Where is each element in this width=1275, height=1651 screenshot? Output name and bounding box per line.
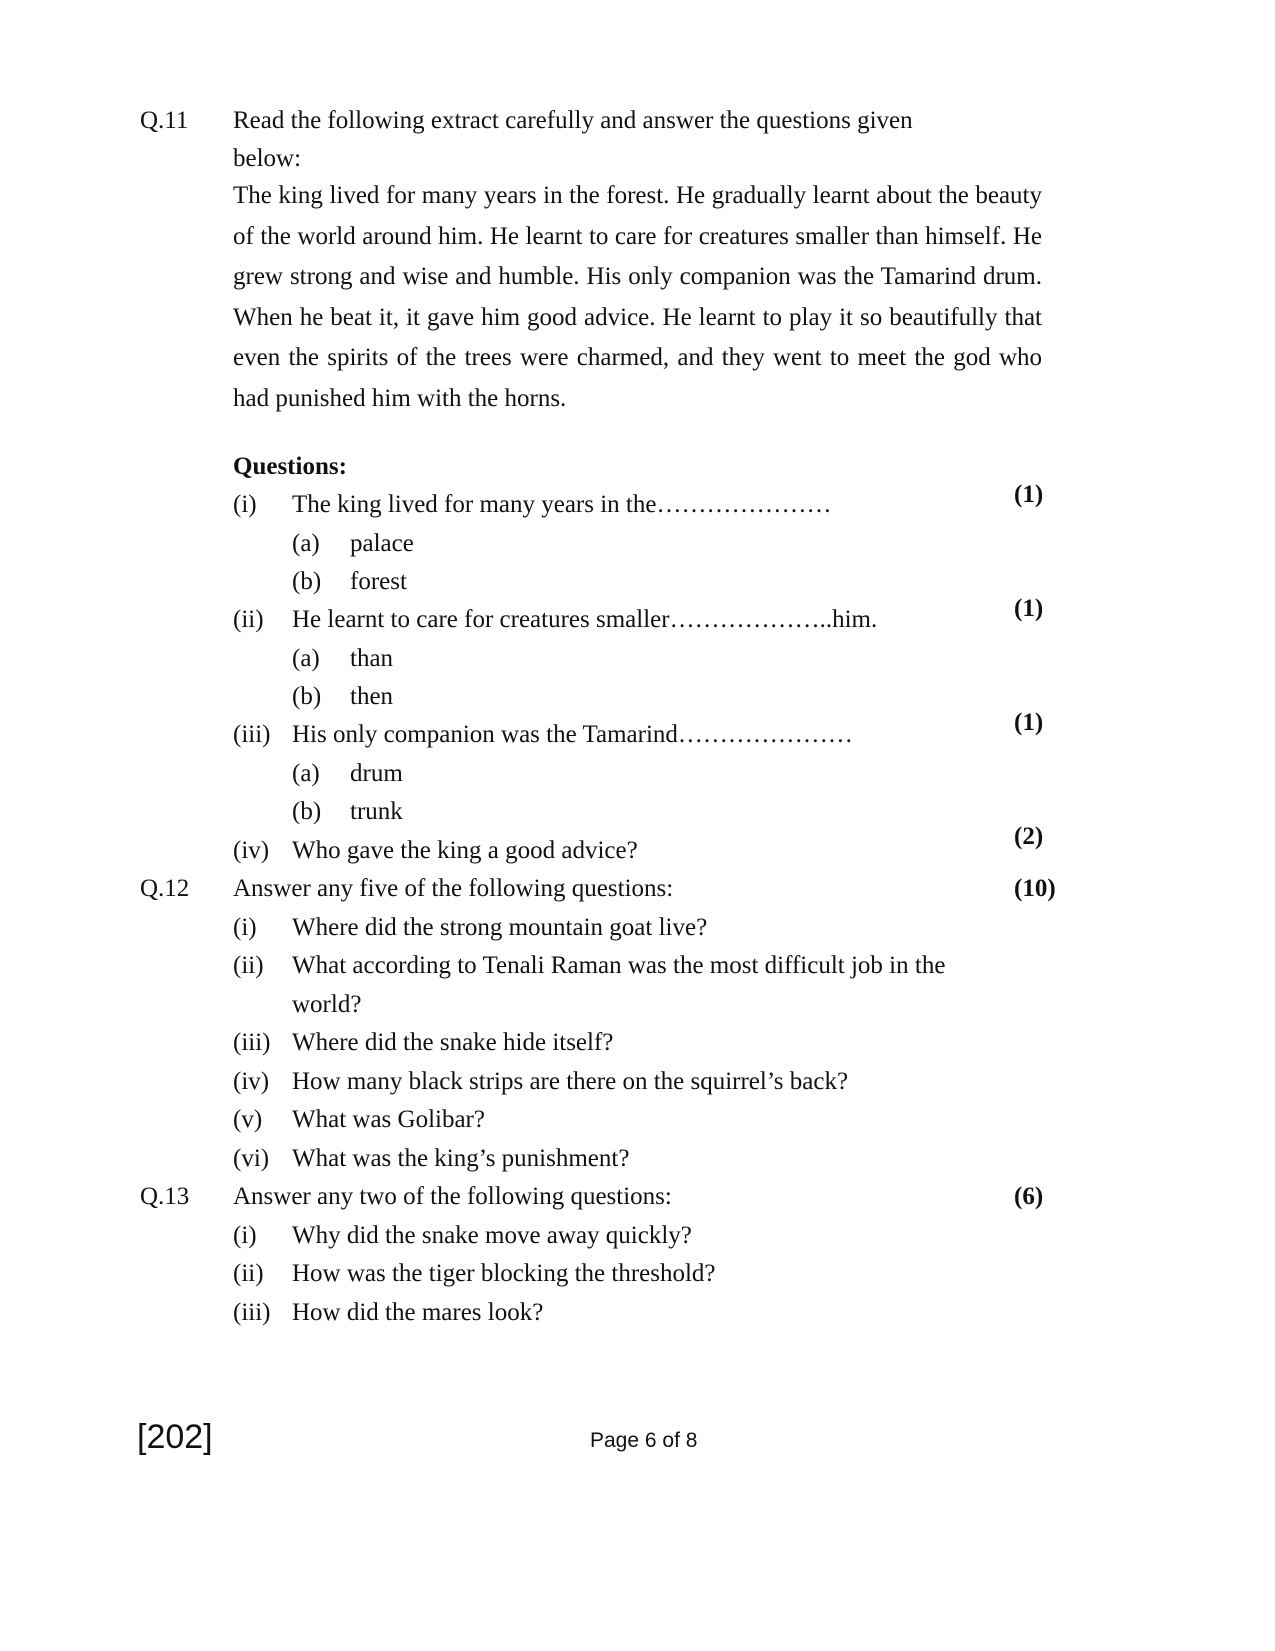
q11-item-text: He learnt to care for creatures smaller………………..him. xyxy=(292,606,878,633)
paper-code: [202] xyxy=(137,1418,213,1456)
marks-badge: (1) xyxy=(1014,709,1044,736)
q12-item-text-continued: world? xyxy=(292,991,362,1018)
q13-item-number: (iii) xyxy=(233,1299,271,1326)
q13-item-text: How was the tiger blocking the threshold? xyxy=(292,1260,716,1287)
option-text: then xyxy=(350,683,394,710)
q11-passage: The king lived for many years in the forest. He gradually learnt about the beauty of the world around him. He learnt to care for creatures smaller than himself. He grew strong and wise and humble. His only companion was the Tamarind drum. When he beat it, it gave him good advice. He learnt to play it so beautifully that even the spirits of the trees were charmed, and they went to meet the god who had punished him with the horns. xyxy=(233,182,1042,412)
q11-instruction: Read the following extract carefully and answer the questions given xyxy=(233,107,913,134)
option-label: (a) xyxy=(292,645,320,672)
q12-item-number: (i) xyxy=(233,914,257,941)
page-number: Page 6 of 8 xyxy=(590,1429,698,1452)
q13-item-number: (ii) xyxy=(233,1260,264,1287)
question-number-q11: Q.11 xyxy=(140,107,189,134)
option-label: (b) xyxy=(292,683,322,710)
q12-item-number: (iii) xyxy=(233,1029,271,1056)
q12-item-number: (ii) xyxy=(233,952,264,979)
q11-item-number: (i) xyxy=(233,491,257,518)
q11-item-number: (iv) xyxy=(233,837,270,864)
q11-item-text: Who gave the king a good advice? xyxy=(292,837,638,864)
option-text: drum xyxy=(350,760,403,787)
q11-item-number: (iii) xyxy=(233,721,271,748)
option-label: (a) xyxy=(292,530,320,557)
question-number-q12: Q.12 xyxy=(140,875,190,902)
q12-item-text: Where did the strong mountain goat live? xyxy=(292,914,708,941)
q12-instruction: Answer any five of the following questions: xyxy=(233,875,674,902)
q13-item-text: How did the mares look? xyxy=(292,1299,544,1326)
q12-item-text: What according to Tenali Raman was the most difficult job in the xyxy=(292,952,946,979)
option-label: (b) xyxy=(292,568,322,595)
q11-instruction-continued: below: xyxy=(233,145,302,172)
q11-item-text: His only companion was the Tamarind………………… xyxy=(292,721,853,748)
questions-heading: Questions: xyxy=(233,453,347,480)
marks-badge: (2) xyxy=(1014,823,1044,850)
option-text: than xyxy=(350,645,394,672)
question-number-q13: Q.13 xyxy=(140,1183,190,1210)
option-text: palace xyxy=(350,530,414,557)
q12-item-number: (iv) xyxy=(233,1068,270,1095)
q11-item-number: (ii) xyxy=(233,606,264,633)
marks-badge: (1) xyxy=(1014,481,1044,508)
marks-badge: (1) xyxy=(1014,595,1044,622)
q12-item-text: How many black strips are there on the squirrel’s back? xyxy=(292,1068,849,1095)
option-text: trunk xyxy=(350,798,403,825)
q13-item-number: (i) xyxy=(233,1222,257,1249)
q12-item-number: (v) xyxy=(233,1106,263,1133)
q12-item-number: (vi) xyxy=(233,1145,270,1172)
option-label: (b) xyxy=(292,798,322,825)
option-label: (a) xyxy=(292,760,320,787)
marks-badge: (6) xyxy=(1014,1183,1044,1210)
q13-item-text: Why did the snake move away quickly? xyxy=(292,1222,692,1249)
q13-instruction: Answer any two of the following questions: xyxy=(233,1183,672,1210)
q12-item-text: Where did the snake hide itself? xyxy=(292,1029,614,1056)
q12-item-text: What was Golibar? xyxy=(292,1106,485,1133)
q12-item-text: What was the king’s punishment? xyxy=(292,1145,630,1172)
q11-item-text: The king lived for many years in the………………… xyxy=(292,491,832,518)
marks-badge: (10) xyxy=(1014,875,1056,902)
option-text: forest xyxy=(350,568,407,595)
